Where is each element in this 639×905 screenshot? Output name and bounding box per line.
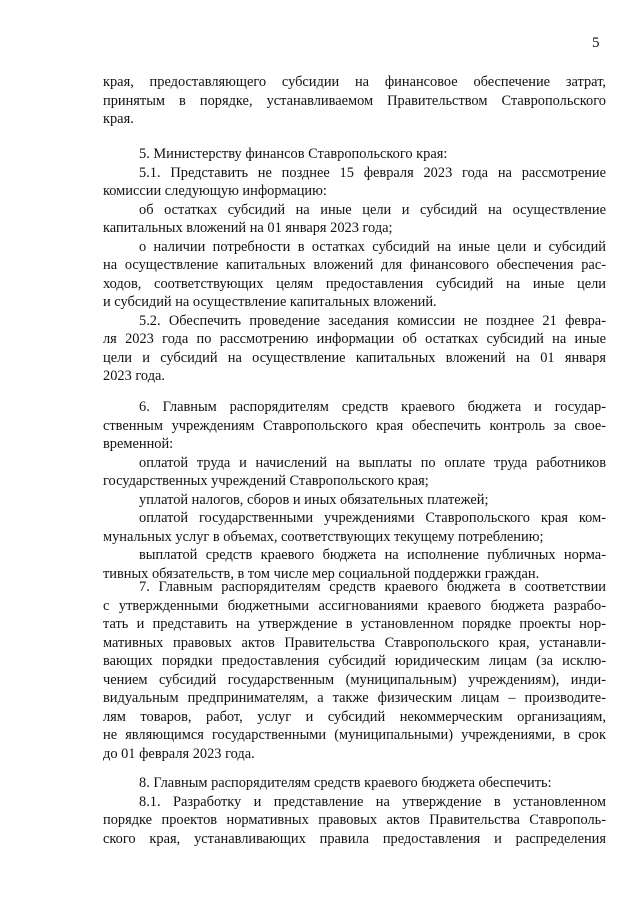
text-line: на осуществление капитальных вложений для финансового обеспечения рас- [103, 257, 606, 273]
text-line: об остатках субсидий на иные цели и субсидий на осуществление [139, 201, 606, 218]
section-heading: 6. Главным распорядителям средств краевого бюджета и государ- [139, 399, 606, 415]
text-line: с утвержденными бюджетными ассигнованиями краевого бюджета разрабо- [103, 597, 606, 614]
text-line: чением субсидий государственным (муниципальным) учреждениям), инди- [103, 671, 606, 688]
text-line: временной: [103, 436, 174, 452]
text-line: принятым в порядке, устанавливаемом Правительством Ставропольского [103, 92, 606, 109]
text-line: 5.2. Обеспечить проведение заседания комиссии не позднее 21 февра- [139, 312, 606, 329]
section-6 [103, 398, 606, 583]
text-line: оплатой государственными учреждениями Ставропольского края ком- [139, 510, 606, 526]
text-line: цели и субсидий на осуществление капитальных вложений на 01 января [103, 349, 606, 366]
paragraph-continuation [103, 73, 606, 129]
text-line: мативных правовых актов Правительства Ставропольского края, устанавли- [103, 634, 606, 651]
text-line: ля 2023 года по рассмотрению информации об остатках субсидий на иные [103, 331, 606, 347]
text-line: выплатой средств краевого бюджета на исполнение публичных норма- [139, 547, 606, 563]
text-line: государственных учреждений Ставропольского края; [103, 473, 429, 489]
section-8 [103, 774, 606, 848]
text-line: 5.1. Представить не позднее 15 февраля 2023 года на рассмотрение [139, 164, 606, 181]
text-line: тивных обязательств, в том числе мер социальной поддержки граждан. [103, 565, 540, 582]
text-line: не являющимся государственными (муниципальными) учреждениями, в срок [103, 727, 606, 743]
text-line: края, предоставляющего субсидии на финансовое обеспечение затрат, [103, 74, 606, 90]
section-heading: 7. Главным распорядителям средств краевого бюджета в соответствии [139, 579, 606, 595]
section-7 [103, 578, 606, 763]
text-line: 2023 года. [103, 368, 166, 384]
text-line: 8.1. Разработку и представление на утверждение в установленном [139, 793, 606, 810]
page-number: 5 [592, 35, 600, 51]
text-line: видуальным предпринимателям, а также физическим лицам – производите- [103, 690, 606, 706]
text-line: капитальных вложений на 01 января 2023 года; [103, 220, 393, 236]
text-line: уплатой налогов, сборов и иных обязательных платежей; [139, 491, 489, 508]
section-heading: 5. Министерству финансов Ставропольского края: [139, 146, 448, 162]
section-5 [103, 145, 606, 386]
text-line: края. [103, 111, 134, 127]
text-line: ского края, устанавливающих правила предоставления и распределения [103, 830, 606, 847]
text-line: вающих порядки предоставления субсидий юридическим лицам (за исклю- [103, 653, 606, 669]
text-line: ственным учреждениям Ставропольского края обеспечить контроль за свое- [103, 417, 606, 434]
text-line: и субсидий на осуществление капитальных вложений. [103, 294, 437, 310]
text-line: тать и представить на утверждение в установленном порядке проекты нор- [103, 616, 606, 632]
text-line: мунальных услуг в объемах, соответствующих текущему потреблению; [103, 528, 544, 545]
section-heading: 8. Главным распорядителям средств краевого бюджета обеспечить: [139, 775, 552, 791]
text-line: комиссии следующую информацию: [103, 183, 327, 199]
text-line: до 01 февраля 2023 года. [103, 745, 255, 762]
text-line: ходов, соответствующих целям предоставления субсидий на иные цели [103, 275, 606, 292]
text-line: порядке проектов нормативных правовых актов Правительства Ставрополь- [103, 812, 606, 828]
text-line: о наличии потребности в остатках субсидий на иные цели и субсидий [139, 238, 606, 255]
text-line: оплатой труда и начислений на выплаты по оплате труда работников [139, 454, 606, 471]
text-line: лям товаров, работ, услуг и субсидий некоммерческим организациям, [103, 708, 606, 725]
